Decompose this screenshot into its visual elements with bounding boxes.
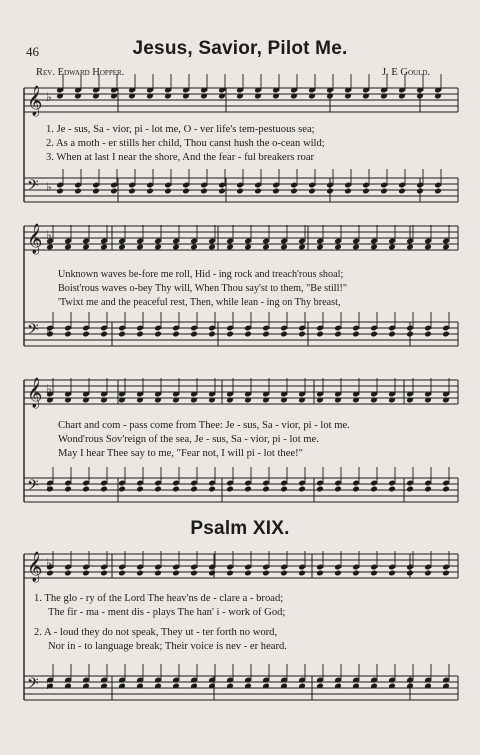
treble-clef: 𝄞 [27,224,43,254]
note-head [326,188,334,195]
note-head [172,244,180,251]
note-head [64,331,72,338]
note-head [334,331,342,338]
note-head [74,188,82,195]
note-head [208,570,216,577]
flat-sign: ♭ [46,228,52,242]
note-head [200,188,208,195]
note-head [298,486,306,493]
bass-clef: 𝄢 [27,177,39,198]
page-number: 46 [26,44,39,59]
note-head [56,188,64,195]
lyric-line: 3. When at last I near the shore, And the fear - ful breakers roar [46,152,315,163]
note-head [136,486,144,493]
note-head [146,188,154,195]
note-head [262,331,270,338]
bass-clef: 𝄢 [27,321,39,342]
treble-clef: 𝄞 [27,86,43,116]
note-head [100,331,108,338]
note-head [208,331,216,338]
treble-clef: 𝄞 [27,378,43,408]
note-head [424,331,432,338]
note-head [64,570,72,577]
note-head [226,331,234,338]
lyric-line: May I hear Thee say to me, "Fear not, I will pi - lot thee!" [58,448,303,459]
note-head [46,244,54,251]
clefs [27,85,52,696]
lyric-line: 1. The glo - ry of the Lord The heav'ns de - clare a - broad; [34,593,284,604]
note-head [236,188,244,195]
note-head [136,570,144,577]
note-head [334,244,342,251]
flat-sign: ♭ [46,480,52,494]
note-head [82,570,90,577]
note-head [154,570,162,577]
note-head [118,570,126,577]
note-head [290,188,298,195]
note-head [208,486,216,493]
note-head [416,188,424,195]
flat-sign: ♭ [46,556,52,570]
note-head [82,331,90,338]
note-head [398,188,406,195]
note-head [182,188,190,195]
note-head [388,486,396,493]
lyric-line: Chart and com - pass come from Thee: Je - sus, Sa - vior, pi - lot me. [58,420,350,431]
note-head [442,570,450,577]
note-head [334,570,342,577]
note-head [388,570,396,577]
note-head [190,570,198,577]
lyric-line: The fir - ma - ment dis - plays The han' i - work of God; [48,607,286,618]
note-head [262,486,270,493]
note-head [208,244,216,251]
note-head [298,570,306,577]
note-head [406,244,414,251]
flat-sign: ♭ [46,324,52,338]
note-head [352,486,360,493]
note-head [308,188,316,195]
note-head [424,486,432,493]
flat-sign: ♭ [46,180,52,194]
note-head [434,188,442,195]
psalm-title: Psalm XIX. [190,518,290,539]
bass-clef: 𝄢 [27,477,39,498]
note-head [118,486,126,493]
note-head [316,244,324,251]
hymn-title: Jesus, Savior, Pilot Me. [132,38,348,59]
note-head [136,244,144,251]
note-head [406,486,414,493]
note-head [244,244,252,251]
note-head [82,486,90,493]
note-head [46,570,54,577]
lyric-line: 1. Je - sus, Sa - vior, pi - lot me, O - ver life's tem-pestuous sea; [46,124,315,135]
note-head [442,244,450,251]
note-head [244,570,252,577]
note-head [298,244,306,251]
note-head [262,570,270,577]
note-head [262,244,270,251]
note-head [136,331,144,338]
note-head [352,244,360,251]
note-head [370,570,378,577]
note-head [226,244,234,251]
note-head [244,331,252,338]
note-head [118,244,126,251]
bass-clef: 𝄢 [27,675,39,696]
lyric-line: Boist'rous waves o-bey Thy will, When Thou say'st to them, "Be still!" [58,283,348,294]
note-head [406,570,414,577]
note-head [370,244,378,251]
lyric-line: Nor in - to language break; Their voice is nev - er heard. [48,641,287,652]
note-head [280,331,288,338]
note-head [442,331,450,338]
note-head [172,331,180,338]
flat-sign: ♭ [46,382,52,396]
note-head [370,331,378,338]
note-head [226,570,234,577]
note-head [380,188,388,195]
note-head [92,188,100,195]
lyric-line: Unknown waves be-fore me roll, Hid - ing rock and treach'rous shoal; [58,269,344,280]
note-head [388,331,396,338]
note-head [334,486,342,493]
composer-credit: J. E Gould. [382,67,431,78]
note-head [424,244,432,251]
note-head [254,188,262,195]
lyric-line: 2. As a moth - er stills her child, Thou canst hush the o-cean wild; [46,138,325,149]
note-head [190,331,198,338]
note-head [280,486,288,493]
note-head [82,244,90,251]
note-head [316,570,324,577]
note-head [110,188,118,195]
note-head [118,331,126,338]
note-head [352,331,360,338]
note-head [190,486,198,493]
flat-sign: ♭ [46,678,52,692]
note-head [218,188,226,195]
note-head [64,486,72,493]
note-head [64,244,72,251]
lyric-line: Wond'rous Sov'reign of the sea, Je - sus, Sa - vior, pi - lot me. [58,434,319,445]
note-head [100,486,108,493]
note-head [128,188,136,195]
note-head [172,570,180,577]
notes [46,74,450,689]
treble-clef: 𝄞 [27,552,43,582]
note-head [316,331,324,338]
note-head [100,244,108,251]
note-head [388,244,396,251]
note-head [190,244,198,251]
note-head [154,486,162,493]
flat-sign: ♭ [46,90,52,104]
note-head [272,188,280,195]
note-head [352,570,360,577]
note-head [344,188,352,195]
note-head [172,486,180,493]
lyric-line: 2. A - loud they do not speak, They ut - ter forth no word, [34,627,278,638]
note-head [244,486,252,493]
note-head [316,486,324,493]
note-head [154,331,162,338]
note-head [154,244,162,251]
note-head [424,570,432,577]
note-head [280,570,288,577]
note-head [406,331,414,338]
note-head [280,244,288,251]
note-head [442,486,450,493]
lyric-line: 'Twixt me and the peaceful rest, Then, while lean - ing on Thy breast, [58,297,341,308]
lyricist-credit: Rev. Edward Hopper. [36,67,125,78]
note-head [298,331,306,338]
note-head [164,188,172,195]
note-head [370,486,378,493]
note-head [226,486,234,493]
note-head [100,570,108,577]
note-head [362,188,370,195]
